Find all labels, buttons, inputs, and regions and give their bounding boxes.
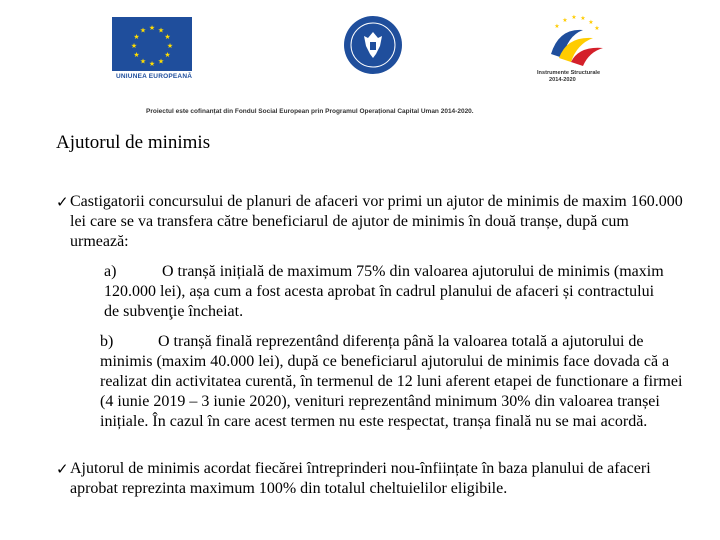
bullet-item-maximum bbox=[56, 459, 686, 499]
svg-text:★: ★ bbox=[571, 14, 577, 21]
svg-text:★: ★ bbox=[166, 42, 174, 50]
bullet-text-maximum: Ajutorul de minimis acordat fiecărei întreprinderi nou-înființate în baza planului de afaceri aprobat reprezinta maximum 100% din totalul cheltuielilor eligibile. bbox=[70, 460, 651, 497]
svg-text:★: ★ bbox=[588, 19, 594, 26]
sub-item-a-label: a) bbox=[104, 263, 117, 280]
svg-text:★: ★ bbox=[580, 15, 586, 22]
structural-logo-caption-line1: Instrumente Structurale bbox=[537, 70, 601, 76]
svg-text:★: ★ bbox=[139, 57, 147, 66]
svg-text:★: ★ bbox=[164, 33, 171, 41]
svg-text:★: ★ bbox=[562, 17, 568, 24]
structural-logo-caption bbox=[537, 70, 617, 84]
structural-instruments-logo bbox=[537, 14, 609, 94]
checkmark-icon: ✓ bbox=[56, 193, 69, 211]
svg-text:★: ★ bbox=[148, 60, 156, 68]
sub-item-a-text: O tranșă inițială de maximum 75% din valoarea ajutorului de minimis (maxim 120.000 lei), așa cum a fost acesta aprobat în cadrul planului de afaceri și contractului de subvenţie încheiat. bbox=[104, 263, 664, 320]
svg-text:★: ★ bbox=[133, 51, 140, 59]
svg-text:★: ★ bbox=[139, 26, 147, 35]
sub-item-b-text: O tranșă finală reprezentând diferența până la valoarea totală a ajutorului de minimis (maxim 40.000 lei), după ce beneficiarul ajutorului de minimis face dovada că a realizat din activitatea curentă, în termenul de 12 luni aferent etapei de functionare a firmei (4 iunie 2019 – 3 iunie 2020), venituri reprezentând minimum 30% din valoarea tranșei inițiale. În cazul în care acest termen nu este respectat, tranșa finală nu se mai acordă. bbox=[100, 333, 683, 430]
svg-text:★: ★ bbox=[164, 51, 171, 59]
svg-text:★: ★ bbox=[157, 26, 165, 35]
sub-item-b bbox=[100, 332, 686, 432]
sub-item-b-label: b) bbox=[100, 333, 114, 350]
page-title: Ajutorul de minimis bbox=[56, 132, 211, 153]
government-seal-icon bbox=[342, 14, 404, 76]
government-logo bbox=[342, 14, 404, 76]
sub-item-a bbox=[104, 262, 664, 322]
svg-text:★: ★ bbox=[157, 57, 165, 66]
structural-logo-caption-line2: 2014-2020 bbox=[549, 77, 576, 83]
svg-text:★: ★ bbox=[594, 25, 600, 32]
funding-statement: Proiectul este cofinanțat din Fondul Social European prin Programul Operațional Capital Uman 2014-2020. bbox=[146, 108, 474, 115]
checkmark-icon: ✓ bbox=[56, 460, 69, 478]
eu-flag-icon bbox=[112, 17, 192, 71]
svg-text:★: ★ bbox=[148, 24, 156, 32]
svg-text:★: ★ bbox=[133, 33, 140, 41]
eu-logo bbox=[112, 17, 194, 82]
svg-text:★: ★ bbox=[130, 42, 138, 50]
eu-logo-caption: UNIUNEA EUROPEANĂ bbox=[116, 73, 193, 80]
bullet-item-award bbox=[56, 192, 686, 252]
bullet-text-award: Castigatorii concursului de planuri de afaceri vor primi un ajutor de minimis de maxim 160.000 lei care se va transfera către beneficiarul de ajutor de minimis în două tranșe, după cum urmează: bbox=[70, 193, 683, 250]
svg-text:★: ★ bbox=[554, 23, 560, 30]
structural-instruments-icon bbox=[537, 14, 609, 70]
